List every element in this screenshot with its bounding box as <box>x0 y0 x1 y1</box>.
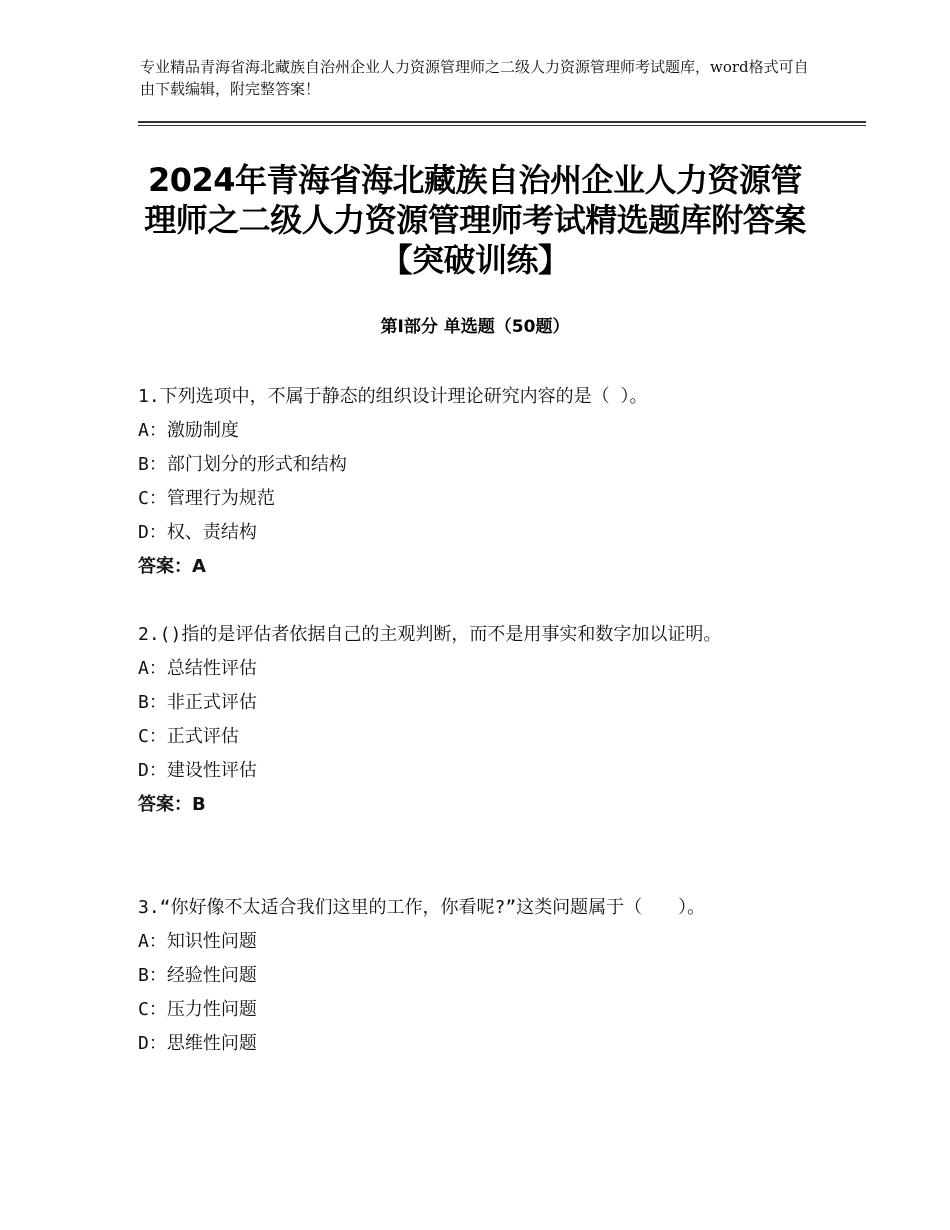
option-d: D：建设性评估 <box>138 760 257 781</box>
option-d: D：权、责结构 <box>138 522 257 543</box>
question-stem: 3.“你好像不太适合我们这里的工作，你看呢?”这类问题属于（ ）。 <box>138 897 706 918</box>
question-stem: 2.()指的是评估者依据自己的主观判断，而不是用事实和数字加以证明。 <box>138 624 722 645</box>
option-c: C：压力性问题 <box>138 999 257 1020</box>
header-divider-thin <box>138 125 866 126</box>
option-c: C：管理行为规范 <box>138 488 275 509</box>
answer-label: 答案：A <box>138 556 206 577</box>
question-stem: 1.下列选项中，不属于静态的组织设计理论研究内容的是（ ）。 <box>138 386 648 407</box>
option-a: A：激励制度 <box>138 420 239 441</box>
question-3 <box>138 893 818 1063</box>
header-note: 专业精品青海省海北藏族自治州企业人力资源管理师之二级人力资源管理师考试题库，word格式可自由下载编辑，附完整答案！ <box>140 58 809 98</box>
document-title: 2024年青海省海北藏族自治州企业人力资源管理师之二级人力资源管理师考试精选题库附答案【突破训练】 <box>144 161 806 279</box>
option-b: B：经验性问题 <box>138 965 257 986</box>
option-c: C：正式评估 <box>138 726 239 747</box>
option-b: B：非正式评估 <box>138 692 257 713</box>
option-a: A：知识性问题 <box>138 931 257 952</box>
option-a: A：总结性评估 <box>138 658 257 679</box>
question-2 <box>138 620 818 820</box>
header-divider <box>138 121 866 123</box>
question-1 <box>138 382 818 582</box>
section-heading: 第Ⅰ部分 单选题（50题） <box>380 317 570 337</box>
option-d: D：思维性问题 <box>138 1033 257 1054</box>
option-b: B：部门划分的形式和结构 <box>138 454 347 475</box>
answer-label: 答案：B <box>138 794 206 815</box>
